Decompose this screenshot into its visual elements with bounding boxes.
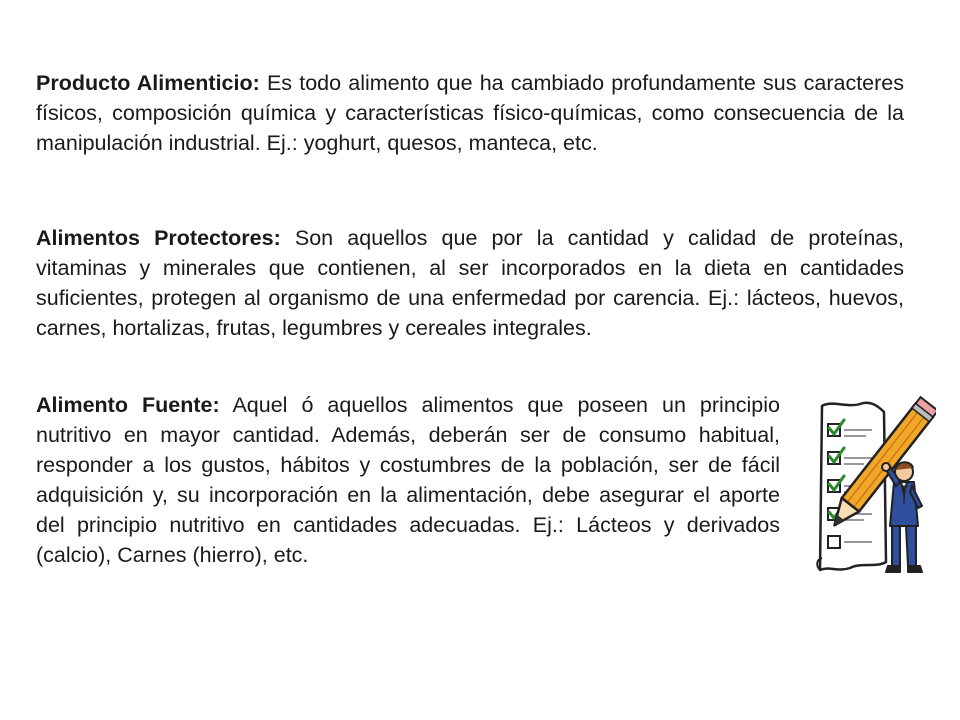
term-alimento-fuente: Alimento Fuente:: [36, 393, 220, 417]
paragraph-alimentos-protectores: [36, 223, 904, 343]
term-alimentos-protectores: Alimentos Protectores:: [36, 226, 281, 250]
term-producto-alimenticio: Producto Alimenticio:: [36, 71, 260, 95]
definition-producto-alimenticio: Es todo alimento que ha cambiado profundamente sus caracteres físicos, composición química y características físico-químicas, como consecuencia de la manipulación industrial. Ej.: yoghurt, quesos, manteca, etc.: [36, 71, 904, 155]
checklist-pencil-man-icon: [800, 386, 936, 582]
paragraph-producto-alimenticio: [36, 68, 904, 158]
paragraph-alimento-fuente: [36, 390, 780, 570]
definition-alimento-fuente: Aquel ó aquellos alimentos que poseen un principio nutritivo en mayor cantidad. Además, deberán ser de consumo habitual, responder a los gustos, hábitos y costumbres de la población, ser de fácil adquisición y, su incorporación en la alimentación, debe asegurar el aporte del principio nutritivo en cantidades adecuadas. Ej.: Lácteos y derivados (calcio), Carnes (hierro), etc.: [36, 393, 780, 567]
definition-alimentos-protectores: Son aquellos que por la cantidad y calidad de proteínas, vitaminas y minerales que contienen, al ser incorporados en la dieta en cantidades suficientes, protegen al organismo de una enfermedad por carencia. Ej.: lácteos, huevos, carnes, hortalizas, frutas, legumbres y cereales integrales.: [36, 226, 904, 340]
